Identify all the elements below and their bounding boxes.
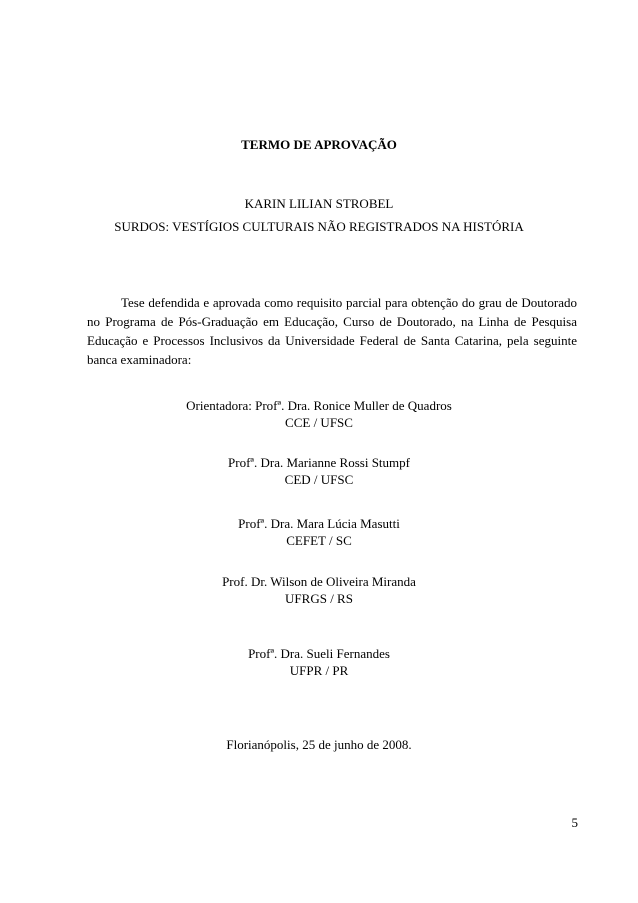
approval-line: Tese defendida e aprovada como requisito parcial para obtenção do grau de Doutorado	[121, 295, 577, 310]
place-and-date: Florianópolis, 25 de junho de 2008.	[226, 737, 412, 752]
committee-member-institution: UFPR / PR	[289, 663, 349, 678]
approval-line: Educação e Processos Inclusivos da Universidade Federal de Santa Catarina, pela seguinte	[87, 333, 577, 348]
thesis-title: SURDOS: VESTÍGIOS CULTURAIS NÃO REGISTRADOS NA HISTÓRIA	[114, 219, 524, 234]
author-name: KARIN LILIAN STROBEL	[244, 196, 394, 211]
committee-member-institution: CCE / UFSC	[285, 415, 353, 430]
committee-member-institution: CED / UFSC	[284, 472, 354, 487]
committee-member-name: Profª. Dra. Marianne Rossi Stumpf	[228, 455, 410, 470]
committee-member	[0, 645, 638, 679]
committee-member-name: Orientadora: Profª. Dra. Ronice Muller de Quadros	[186, 398, 452, 413]
committee-member-name: Profª. Dra. Sueli Fernandes	[248, 646, 390, 661]
committee-member-name: Profª. Dra. Mara Lúcia Masutti	[238, 516, 400, 531]
committee-member	[0, 454, 638, 488]
committee-member-name: Prof. Dr. Wilson de Oliveira Miranda	[222, 574, 416, 589]
approval-paragraph	[87, 293, 577, 369]
approval-line: banca examinadora:	[87, 352, 192, 367]
committee-member-institution: UFRGS / RS	[285, 591, 353, 606]
approval-line: no Programa de Pós-Graduação em Educação, Curso de Doutorado, na Linha de Pesquisa	[87, 314, 577, 329]
committee-member	[0, 515, 638, 549]
committee-member-advisor	[0, 397, 638, 431]
committee-member-institution: CEFET / SC	[286, 533, 352, 548]
committee-member	[0, 573, 638, 607]
document-title: TERMO DE APROVAÇÃO	[241, 137, 397, 152]
page-number: 5	[571, 815, 578, 830]
